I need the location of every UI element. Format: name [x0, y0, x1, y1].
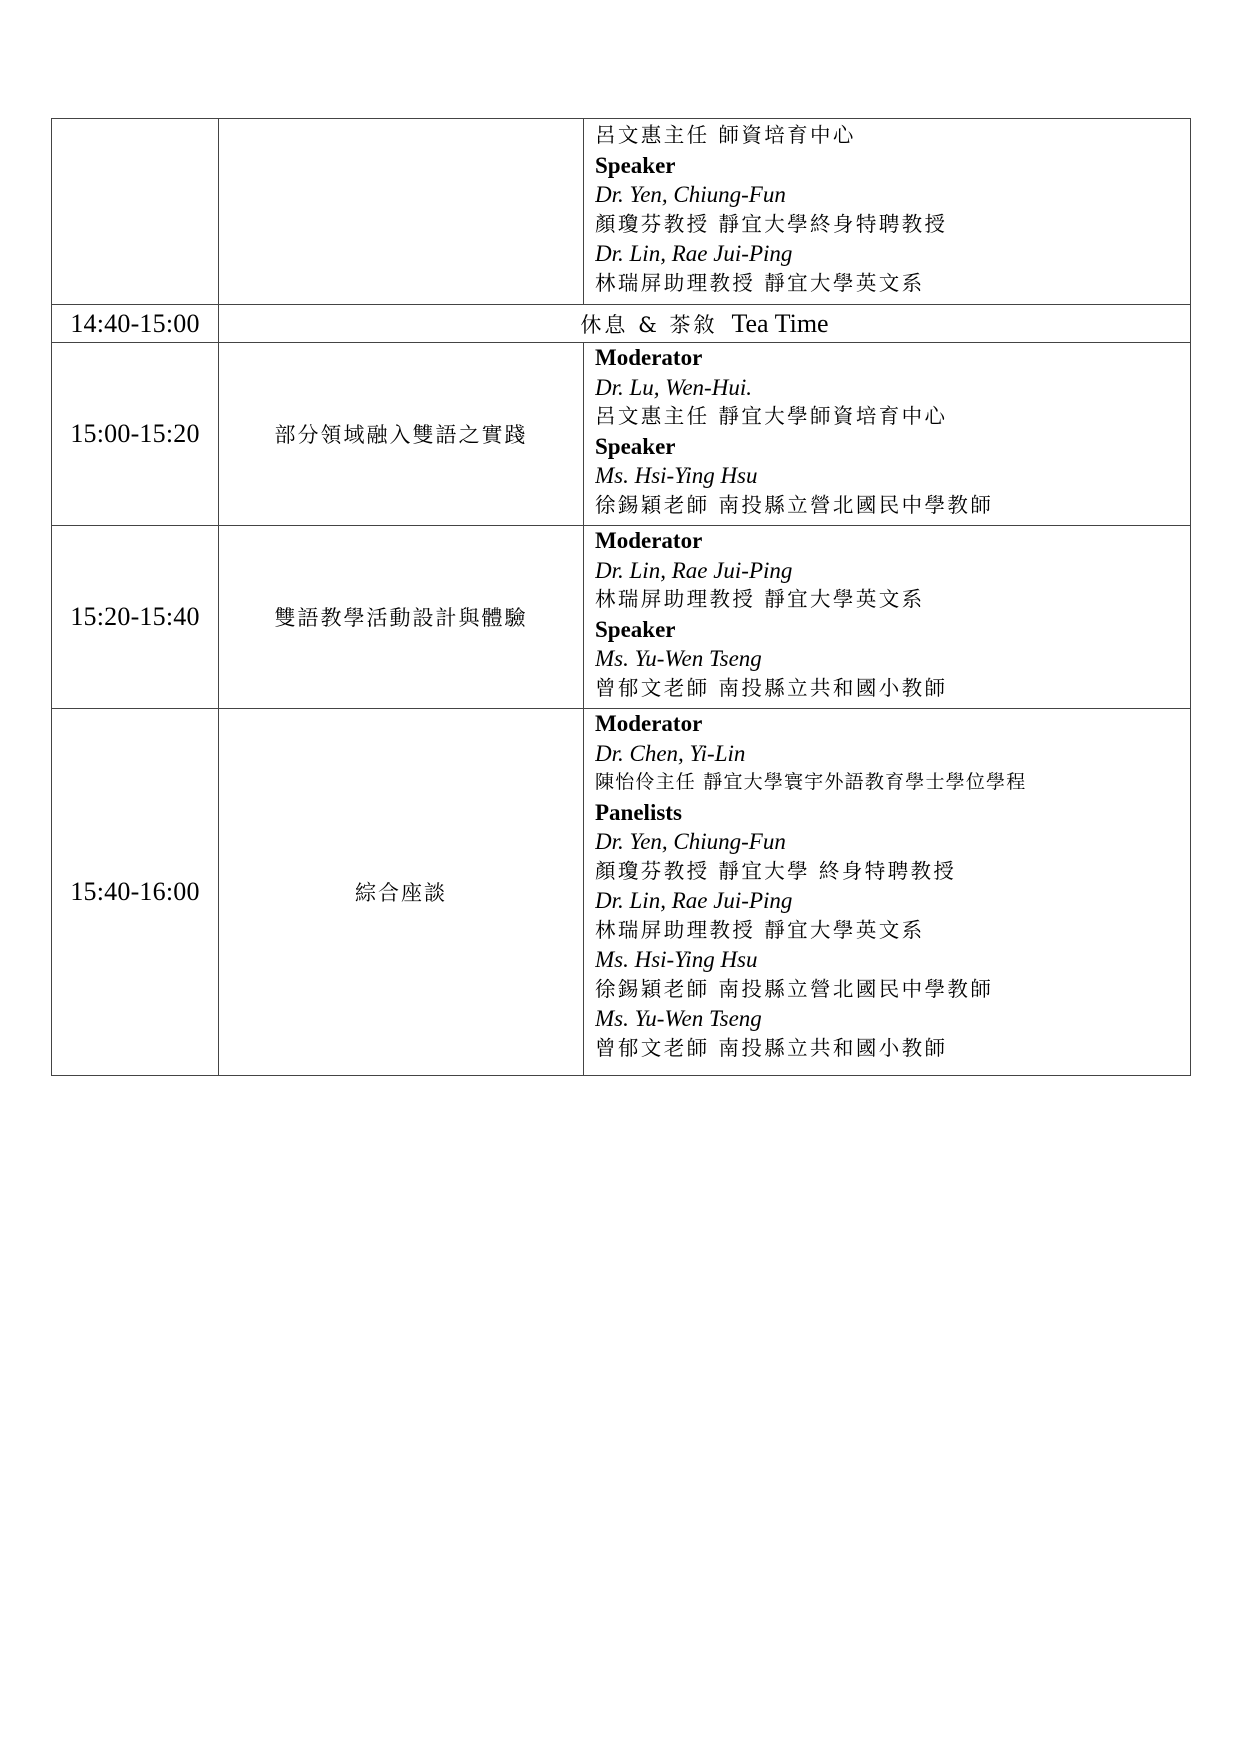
- person-name-zh: 顏瓊芬教授 靜宜大學終身特聘教授: [595, 211, 948, 236]
- person-name-en: Ms. Hsi-Ying Hsu: [595, 947, 758, 972]
- role-label: Moderator: [595, 528, 703, 553]
- role-label: Moderator: [595, 711, 703, 736]
- schedule-row-session: [52, 343, 1191, 526]
- topic-cell: [219, 119, 584, 305]
- role-label: Moderator: [595, 345, 703, 370]
- participants-cell: [584, 709, 1191, 1076]
- person-name-zh: 曾郁文老師 南投縣立共和國小教師: [595, 1035, 948, 1060]
- person-name-en: Dr. Lin, Rae Jui-Ping: [595, 241, 793, 266]
- person-name-zh: 林瑞屏助理教授 靜宜大學英文系: [595, 917, 925, 942]
- person-name-en: Ms. Hsi-Ying Hsu: [595, 463, 758, 488]
- person-name-zh: 顏瓊芬教授 靜宜大學 終身特聘教授: [595, 858, 957, 883]
- person-name-en: Ms. Yu-Wen Tseng: [595, 646, 762, 671]
- schedule-table: [51, 118, 1191, 1076]
- person-name-zh: 曾郁文老師 南投縣立共和國小教師: [595, 675, 948, 700]
- topic-cell: 雙語教學活動設計與體驗: [219, 526, 584, 709]
- time-cell: 15:20-15:40: [52, 526, 219, 709]
- time-cell: 15:00-15:20: [52, 343, 219, 526]
- participants-cell: [584, 526, 1191, 709]
- person-name-zh: 呂文惠主任 靜宜大學師資培育中心: [595, 404, 948, 428]
- person-name-zh: 呂文惠主任 師資培育中心: [595, 123, 856, 147]
- tea-break-cell: [219, 305, 1191, 343]
- person-name-zh: 陳怡伶主任 靜宜大學寰宇外語教育學士學位學程: [595, 771, 1027, 793]
- role-label: Speaker: [595, 152, 676, 178]
- participants-cell: [584, 119, 1191, 305]
- person-name-en: Dr. Lu, Wen-Hui.: [595, 374, 752, 400]
- topic-cell: 部分領域融入雙語之實踐: [219, 343, 584, 526]
- tea-break-label-zh: 休息 & 茶敘: [580, 312, 718, 337]
- person-name-en: Dr. Yen, Chiung-Fun: [595, 182, 786, 207]
- person-name-zh: 徐錫穎老師 南投縣立營北國民中學教師: [595, 976, 994, 1001]
- participants-cell: [584, 343, 1191, 526]
- schedule-row-tea-break: [52, 305, 1191, 343]
- role-label: Speaker: [595, 616, 676, 642]
- tea-break-label-en: Tea Time: [731, 308, 829, 338]
- person-name-en: Dr. Yen, Chiung-Fun: [595, 829, 786, 854]
- schedule-row-session: [52, 526, 1191, 709]
- person-name-zh: 徐錫穎老師 南投縣立營北國民中學教師: [595, 492, 994, 517]
- time-cell: [52, 119, 219, 305]
- time-cell: 14:40-15:00: [52, 305, 219, 343]
- role-label: Speaker: [595, 433, 676, 459]
- time-cell: 15:40-16:00: [52, 709, 219, 1076]
- person-name-en: Dr. Lin, Rae Jui-Ping: [595, 888, 793, 913]
- person-name-zh: 林瑞屏助理教授 靜宜大學英文系: [595, 587, 925, 611]
- person-name-en: Ms. Yu-Wen Tseng: [595, 1006, 762, 1031]
- schedule-row-session: [52, 709, 1191, 1076]
- topic-cell: 綜合座談: [219, 709, 584, 1076]
- person-name-zh: 林瑞屏助理教授 靜宜大學英文系: [595, 270, 925, 295]
- schedule-row-continued: [52, 119, 1191, 305]
- person-name-en: Dr. Lin, Rae Jui-Ping: [595, 557, 793, 583]
- role-label: Panelists: [595, 799, 682, 825]
- person-name-en: Dr. Chen, Yi-Lin: [595, 740, 746, 766]
